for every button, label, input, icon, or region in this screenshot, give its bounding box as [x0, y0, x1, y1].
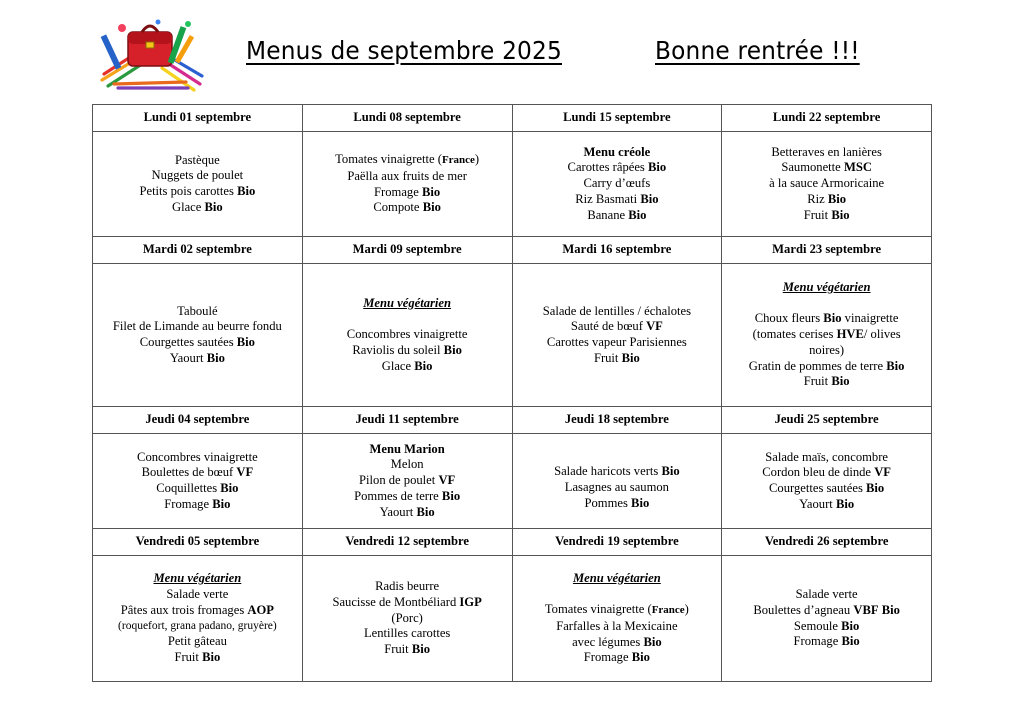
- dish: Pâtes aux trois fromages AOP: [120, 602, 274, 617]
- dish: Betteraves en lanières: [771, 144, 882, 159]
- dish: Fruit Bio: [803, 374, 850, 389]
- bio-label: Bio: [835, 496, 855, 511]
- dish: Semoule Bio: [793, 618, 860, 633]
- menu-cell: [722, 556, 932, 682]
- bio-label: Bio: [212, 496, 231, 511]
- dish: Carottes râpées Bio: [567, 160, 667, 175]
- dish: Courgettes sautées Bio: [769, 481, 885, 495]
- vbf-label: VBF: [853, 602, 879, 617]
- dish: Fruit Bio: [593, 350, 640, 365]
- dish: à la sauce Armoricaine: [769, 176, 885, 191]
- dish: Petits pois carottes Bio: [139, 184, 256, 198]
- bio-label: Bio: [202, 649, 221, 664]
- bio-label: Bio: [881, 602, 900, 617]
- bio-label: Bio: [204, 199, 223, 214]
- day-header: Vendredi 19 septembre: [512, 529, 722, 556]
- bio-label: Bio: [206, 350, 225, 365]
- menu-table: [92, 104, 932, 682]
- day-header: Jeudi 18 septembre: [512, 407, 722, 434]
- bio-label: Bio: [640, 191, 659, 206]
- dish: Salade verte: [795, 587, 858, 602]
- greeting-title: Bonne rentrée !!!: [655, 36, 860, 65]
- bio-label: Bio: [414, 358, 433, 373]
- day-header: Mardi 23 septembre: [722, 237, 932, 264]
- dish: Pastèque: [174, 152, 220, 167]
- dish: Coquillettes Bio: [156, 481, 239, 495]
- dish: Fruit Bio: [174, 649, 221, 664]
- dish: noires): [809, 342, 845, 357]
- hve-label: HVE: [836, 327, 864, 342]
- dish: (Porc): [391, 610, 423, 625]
- dish: Nuggets de poulet: [151, 168, 244, 183]
- vf-label: VF: [438, 473, 456, 488]
- bio-label: Bio: [827, 191, 847, 206]
- day-header: Lundi 22 septembre: [722, 105, 932, 132]
- dish: Gratin de pommes de terre Bio: [748, 358, 905, 373]
- dish: Petit gâteau: [167, 634, 227, 649]
- menu-cell: [512, 264, 722, 407]
- school-supplies-illustration: [98, 14, 206, 92]
- dish: Boulettes de bœuf VF: [141, 465, 254, 480]
- menu-cell: [93, 132, 303, 237]
- menu-cell: [302, 264, 512, 407]
- dish: Radis beurre: [375, 579, 440, 594]
- msc-label: MSC: [843, 160, 872, 175]
- menu-row: [93, 434, 932, 529]
- page-title: Menus de septembre 2025: [246, 36, 562, 65]
- dish: Saumonette MSC: [781, 160, 872, 175]
- vf-label: VF: [874, 465, 891, 480]
- dish: Riz Bio: [807, 191, 847, 206]
- day-header: Vendredi 05 septembre: [93, 529, 303, 556]
- dish: Tomates vinaigrette (France): [544, 602, 689, 617]
- dish: Salade verte: [166, 587, 229, 602]
- menu-cell: [722, 264, 932, 407]
- menu-cell: [512, 434, 722, 529]
- dish: Yaourt Bio: [799, 496, 855, 511]
- dish: Choux fleurs Bio vinaigrette: [754, 311, 899, 326]
- day-header: Mardi 09 septembre: [302, 237, 512, 264]
- bio-label: Bio: [441, 488, 461, 503]
- bio-label: Bio: [236, 335, 255, 349]
- menu-row: [93, 556, 932, 682]
- menu-theme: Menu créole: [583, 144, 651, 159]
- bio-label: Bio: [886, 358, 905, 373]
- menu-cell: [302, 556, 512, 682]
- bio-label: Bio: [421, 184, 441, 199]
- dish: Fromage Bio: [793, 634, 860, 649]
- dish: Carottes vapeur Parisiennes: [546, 335, 687, 349]
- day-header: Mardi 02 septembre: [93, 237, 303, 264]
- bio-label: Bio: [661, 464, 680, 479]
- day-header-row: [93, 237, 932, 264]
- dish: Banane Bio: [587, 207, 647, 222]
- dish: Fromage Bio: [164, 496, 231, 511]
- origin-label: France: [441, 154, 475, 167]
- bio-label: Bio: [823, 311, 842, 326]
- vegetarian-menu-label: Menu végétarien: [363, 295, 452, 310]
- menu-cell: [512, 132, 722, 237]
- origin-label: France: [651, 604, 685, 617]
- vegetarian-menu-label: Menu végétarien: [572, 570, 661, 585]
- vf-label: VF: [236, 465, 254, 480]
- dish: avec légumes Bio: [572, 634, 662, 649]
- day-header: Lundi 15 septembre: [512, 105, 722, 132]
- dish: Fruit Bio: [803, 207, 850, 222]
- dish: Yaourt Bio: [379, 504, 435, 519]
- day-header: Lundi 01 septembre: [93, 105, 303, 132]
- aop-label: AOP: [247, 602, 274, 617]
- menu-row: [93, 132, 932, 237]
- dish: Cordon bleu de dinde VF: [762, 465, 891, 480]
- menu-cell: [302, 434, 512, 529]
- dish: Fruit Bio: [384, 642, 431, 657]
- igp-label: IGP: [459, 594, 482, 609]
- bio-label: Bio: [643, 634, 662, 649]
- bio-label: Bio: [422, 200, 441, 215]
- bio-label: Bio: [631, 650, 650, 665]
- menu-cell: [722, 434, 932, 529]
- vegetarian-menu-label: Menu végétarien: [153, 571, 242, 586]
- bio-label: Bio: [621, 350, 640, 365]
- dish: Compote Bio: [373, 200, 441, 215]
- dish: Yaourt Bio: [169, 350, 225, 365]
- bio-label: Bio: [220, 481, 239, 495]
- vf-label: VF: [646, 319, 663, 334]
- dish: Fromage Bio: [583, 650, 650, 665]
- dish: Carry d’œufs: [583, 176, 651, 191]
- dish: Pommes de terre Bio: [354, 488, 461, 503]
- dish: (tomates cerises HVE/ olives: [752, 327, 901, 342]
- dish: Salade maïs, concombre: [765, 449, 888, 464]
- vegetarian-menu-label: Menu végétarien: [782, 280, 871, 295]
- menu-theme: Menu Marion: [369, 441, 445, 456]
- dish: Riz Basmati Bio: [575, 191, 659, 206]
- menu-cell: [93, 434, 303, 529]
- day-header: Vendredi 12 septembre: [302, 529, 512, 556]
- dish: Salade haricots verts Bio: [554, 464, 680, 479]
- menu-cell: [722, 132, 932, 237]
- dish: Raviolis du soleil Bio: [352, 342, 462, 357]
- menu-row: [93, 264, 932, 407]
- dish: Glace Bio: [172, 199, 223, 214]
- day-header-row: [93, 407, 932, 434]
- dish: Taboulé: [177, 303, 218, 318]
- day-header-row: [93, 529, 932, 556]
- day-header: Mardi 16 septembre: [512, 237, 722, 264]
- menu-cell: [93, 556, 303, 682]
- dish: Farfalles à la Mexicaine: [556, 618, 678, 633]
- bio-label: Bio: [831, 374, 850, 389]
- dish: Pommes Bio: [584, 495, 650, 510]
- dish: Melon: [390, 457, 424, 472]
- bio-label: Bio: [443, 342, 462, 357]
- dish: (roquefort, grana padano, gruyère): [118, 619, 277, 632]
- day-header: Jeudi 25 septembre: [722, 407, 932, 434]
- bio-label: Bio: [416, 504, 435, 519]
- dish: Glace Bio: [381, 358, 433, 373]
- menu-cell: [93, 264, 303, 407]
- bio-label: Bio: [831, 207, 850, 222]
- dish: Concombres vinaigrette: [346, 327, 468, 342]
- dish: Boulettes d’agneau VBF Bio: [753, 602, 900, 617]
- bio-label: Bio: [647, 160, 667, 175]
- bio-label: Bio: [237, 184, 256, 198]
- day-header: Jeudi 04 septembre: [93, 407, 303, 434]
- bio-label: Bio: [841, 634, 860, 649]
- dish: Fromage Bio: [374, 184, 441, 199]
- dish: Concombres vinaigrette: [137, 449, 258, 464]
- day-header-row: [93, 105, 932, 132]
- dish: Lasagnes au saumon: [564, 480, 669, 495]
- dish: Filet de Limande au beurre fondu: [112, 319, 282, 334]
- dish: Sauté de bœuf VF: [570, 319, 663, 334]
- dish: Saucisse de Montbéliard IGP: [332, 594, 482, 609]
- menu-cell: [512, 556, 722, 682]
- bio-label: Bio: [631, 495, 650, 510]
- dish: Salade de lentilles / échalotes: [542, 303, 692, 318]
- bio-label: Bio: [411, 642, 431, 657]
- menu-cell: [302, 132, 512, 237]
- bio-label: Bio: [866, 481, 885, 495]
- bio-label: Bio: [628, 207, 647, 222]
- dish: Paëlla aux fruits de mer: [347, 168, 467, 183]
- dish: Courgettes sautées Bio: [139, 335, 255, 349]
- dish: Tomates vinaigrette (France): [335, 152, 480, 167]
- day-header: Jeudi 11 septembre: [302, 407, 512, 434]
- dish: Pilon de poulet VF: [359, 473, 456, 488]
- day-header: Lundi 08 septembre: [302, 105, 512, 132]
- bio-label: Bio: [841, 618, 860, 633]
- day-header: Vendredi 26 septembre: [722, 529, 932, 556]
- dish: Lentilles carottes: [363, 626, 451, 641]
